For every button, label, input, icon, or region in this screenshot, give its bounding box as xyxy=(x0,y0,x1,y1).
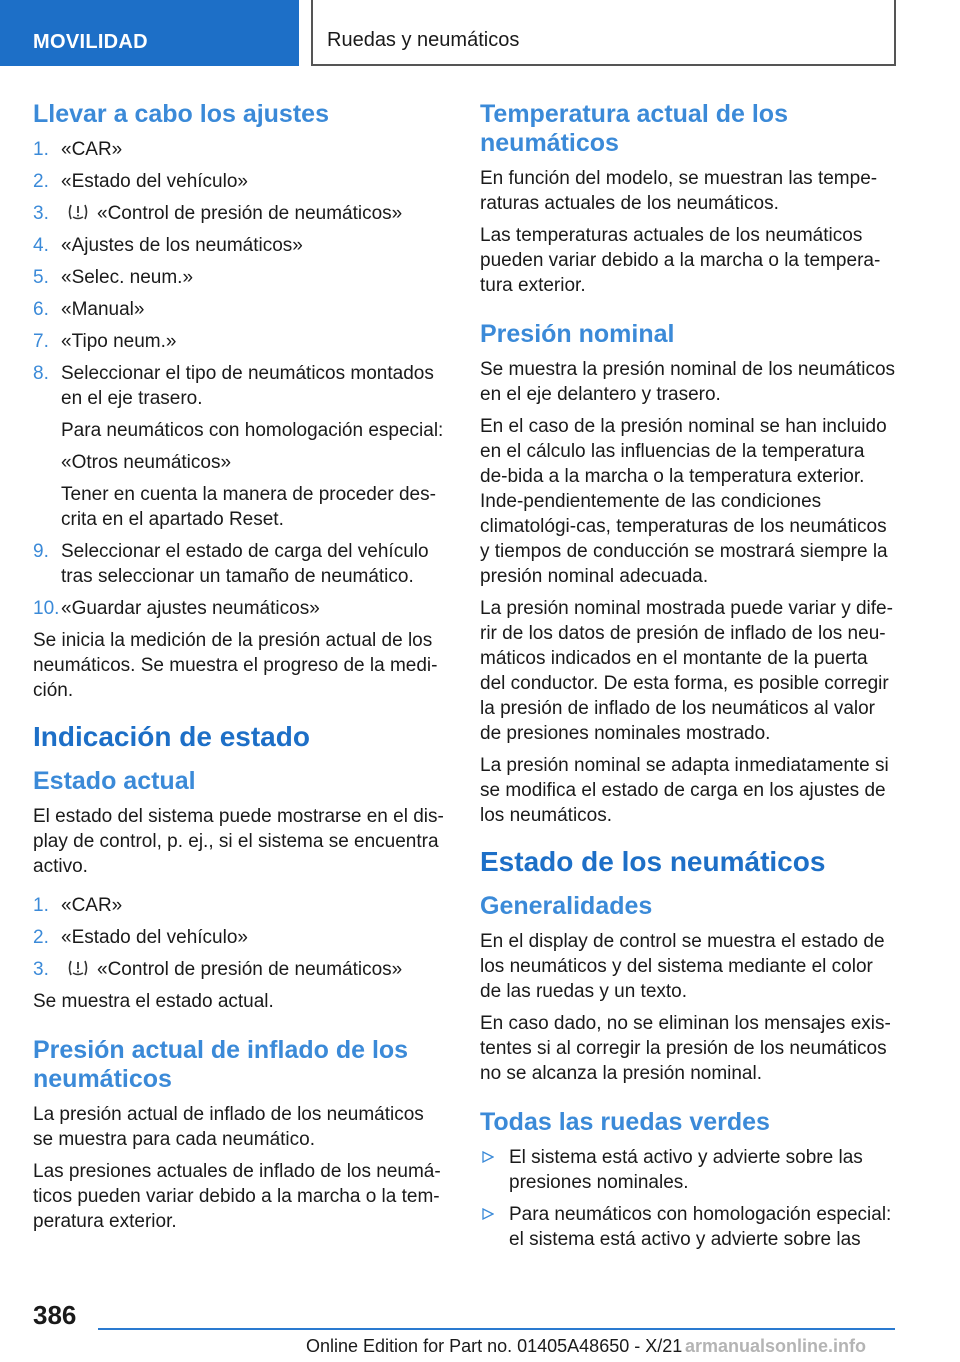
step-number: 2. xyxy=(33,171,49,192)
step-note: Tener en cuenta la manera de proceder des-crita en el apartado Reset. xyxy=(61,484,436,530)
estado-steps xyxy=(33,893,449,982)
page-number: 386 xyxy=(33,1300,77,1330)
heading-presion-actual: Presión actual de inflado de los neumáticos xyxy=(33,1036,409,1093)
list-item xyxy=(33,137,449,162)
step-number: 10. xyxy=(33,598,60,619)
paragraph: En el caso de la presión nominal se han incluido en el cálculo las influencias de la temperatura de-bida a la marcha o la temperatura exterior. Inde-pendientemente de las condiciones climatológi-cas, temperaturas de los neumáticos y tiempos de conducción se mostrará siempre la presión nominal adecuada. xyxy=(480,416,888,587)
heading-generalidades: Generalidades xyxy=(480,892,653,920)
list-item xyxy=(33,201,449,226)
step-text: «Guardar ajustes neumáticos» xyxy=(61,598,320,619)
step-text: «CAR» xyxy=(61,895,123,916)
chapter-title: Ruedas y neumáticos xyxy=(311,0,896,66)
step-number: 7. xyxy=(33,331,49,352)
heading-ruedas-verdes: Todas las ruedas verdes xyxy=(480,1108,770,1136)
step-text: Seleccionar el estado de carga del vehículo tras seleccionar un tamaño de neumático. xyxy=(61,541,429,587)
list-item xyxy=(33,925,449,950)
bullet-text: Para neumáticos con homologación especial: el sistema está activo y advierte sobre las xyxy=(509,1204,892,1250)
section-tab: MOVILIDAD xyxy=(0,0,299,66)
triangle-right-icon xyxy=(482,1208,494,1220)
step-number: 8. xyxy=(33,363,49,384)
footer-divider xyxy=(98,1328,895,1330)
paragraph: El estado del sistema puede mostrarse en el dis-play de control, p. ej., si el sistema se encuentra activo. xyxy=(33,806,444,877)
step-number: 1. xyxy=(33,139,49,160)
paragraph: La presión actual de inflado de los neumáticos se muestra para cada neumático. xyxy=(33,1104,424,1150)
paragraph: En el display de control se muestra el estado de los neumáticos y del sistema mediante el color de las ruedas y un texto. xyxy=(480,931,885,1002)
step-number: 9. xyxy=(33,541,49,562)
step-text: «Selec. neum.» xyxy=(61,267,194,288)
list-item xyxy=(480,1202,896,1252)
list-item xyxy=(33,596,449,621)
list-item xyxy=(33,297,449,322)
list-item xyxy=(33,265,449,290)
list-item xyxy=(33,169,449,194)
left-column xyxy=(33,100,449,1241)
list-item xyxy=(480,1145,896,1195)
paragraph: La presión nominal mostrada puede variar y dife-rir de los datos de presión de inflado de los neu-máticos indicados en el montante de la puerta del conductor. De esta forma, es posible corregir la presión de inflado de los neumáticos al valor de presiones nominales mostrado. xyxy=(480,598,893,744)
step-number: 3. xyxy=(33,203,49,224)
list-item xyxy=(33,233,449,258)
step-number: 4. xyxy=(33,235,49,256)
heading-presion-nominal: Presión nominal xyxy=(480,320,675,348)
paragraph: Las presiones actuales de inflado de los neumá-ticos pueden variar debido a la marcha o la tem-peratura exterior. xyxy=(33,1161,441,1232)
paragraph: Se muestra el estado actual. xyxy=(33,991,274,1012)
step-number: 6. xyxy=(33,299,49,320)
list-item xyxy=(33,893,449,918)
step-number: 1. xyxy=(33,895,49,916)
step-text: «Manual» xyxy=(61,299,145,320)
step-text: «Tipo neum.» xyxy=(61,331,177,352)
step-number: 5. xyxy=(33,267,49,288)
heading-indicacion: Indicación de estado xyxy=(33,721,310,752)
paragraph: Se inicia la medición de la presión actual de los neumáticos. Se muestra el progreso de la medi-ción. xyxy=(33,630,438,701)
list-item xyxy=(33,361,449,532)
bullet-text: El sistema está activo y advierte sobre las presiones nominales. xyxy=(509,1147,863,1193)
paragraph: En caso dado, no se eliminan los mensajes exis-tentes si al corregir la presión de los neumáticos no se alcanza la presión nominal. xyxy=(480,1013,891,1084)
watermark: armanualsonline.info xyxy=(685,1336,867,1356)
step-note: «Otros neumáticos» xyxy=(61,452,232,473)
step-note: Para neumáticos con homologación especial: xyxy=(61,420,444,441)
tire-pressure-warning-icon xyxy=(67,202,89,222)
page-header xyxy=(0,0,960,66)
verdes-bullets xyxy=(480,1145,896,1252)
paragraph: Las temperaturas actuales de los neumáticos pueden variar debido a la marcha o la tempera-tura exterior. xyxy=(480,225,881,296)
list-item xyxy=(33,329,449,354)
list-item xyxy=(33,539,449,589)
right-column xyxy=(480,100,896,1259)
list-item xyxy=(33,957,449,982)
step-text: Seleccionar el tipo de neumáticos montados en el eje trasero. xyxy=(61,363,434,409)
step-text: «Control de presión de neumáticos» xyxy=(97,959,403,980)
heading-temperatura: Temperatura actual de los neumáticos xyxy=(480,100,788,157)
step-text: «Estado del vehículo» xyxy=(61,927,248,948)
paragraph: En función del modelo, se muestran las tempe-raturas actuales de los neumáticos. xyxy=(480,168,878,214)
ajustes-steps xyxy=(33,137,449,621)
triangle-right-icon xyxy=(482,1151,494,1163)
paragraph: Se muestra la presión nominal de los neumáticos en el eje delantero y trasero. xyxy=(480,359,896,405)
heading-estado-neumaticos: Estado de los neumáticos xyxy=(480,846,826,877)
step-text: «Control de presión de neumáticos» xyxy=(97,203,403,224)
heading-ajustes: Llevar a cabo los ajustes xyxy=(33,100,329,128)
step-text: «Estado del vehículo» xyxy=(61,171,248,192)
step-text: «CAR» xyxy=(61,139,123,160)
heading-estado-actual: Estado actual xyxy=(33,767,196,795)
tire-pressure-warning-icon xyxy=(67,958,89,978)
paragraph: La presión nominal se adapta inmediatamente si se modifica el estado de carga en los ajustes de los neumáticos. xyxy=(480,755,889,826)
step-number: 2. xyxy=(33,927,49,948)
step-text: «Ajustes de los neumáticos» xyxy=(61,235,303,256)
step-number: 3. xyxy=(33,959,49,980)
edition-text: Online Edition for Part no. 01405A48650 - X/21 xyxy=(306,1336,683,1356)
